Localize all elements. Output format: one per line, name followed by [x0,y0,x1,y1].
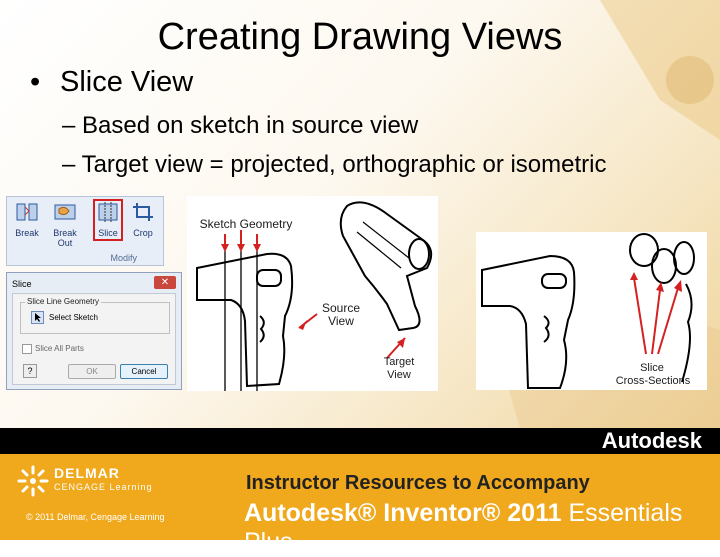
break-out-icon [53,201,77,223]
sub-bullet-1: – Based on sketch in source view [62,112,419,139]
select-arrow-icon[interactable] [31,311,44,324]
sketch-geometry-label: Sketch Geometry [199,217,293,231]
product-title [244,499,720,557]
break-out-button[interactable] [45,201,85,248]
publisher-sub: CENGAGE Learning [54,482,153,492]
target-view-label: Target View [383,356,415,381]
autodesk-brand: Autodesk [601,428,702,453]
slice-dialog [6,272,182,390]
bullet-text: Slice View [60,66,194,98]
break-out-label: Break Out [53,228,77,248]
cross-sections-label: Cross-Sections [615,375,691,387]
source-target-drawing [187,196,438,391]
ok-button[interactable]: OK [68,364,116,379]
dialog-title: Slice [12,279,32,289]
crop-icon [131,201,155,223]
slice-all-parts-checkbox[interactable] [22,344,84,354]
checkbox-label: Slice All Parts [35,344,84,354]
slice-button[interactable] [93,199,123,241]
source-view-label: Source View [321,301,361,328]
bullet-symbol: • [30,66,41,98]
copyright-text: © 2011 Delmar, Cengage Learning [26,512,165,522]
crop-label: Crop [133,228,153,238]
group-label: Slice Line Geometry [27,297,100,306]
slice-line-geometry-group [20,297,170,334]
footer-banner [0,428,720,556]
slice-icon [96,201,120,223]
break-label: Break [15,228,39,238]
select-sketch-label: Select Sketch [49,313,98,322]
product-main: Autodesk® Inventor® 2011 [244,499,562,527]
slice-label: Slice [98,228,118,238]
close-button[interactable]: ✕ [154,276,176,289]
dialog-body [12,293,176,385]
cancel-button[interactable]: Cancel [120,364,168,379]
crop-button[interactable] [127,201,159,238]
footer-headline: Instructor Resources to Accompany [246,472,590,494]
slice-cross-section-drawing [476,232,707,390]
product-edition: Essentials Plus [244,499,683,556]
slide-title: Creating Drawing Views [157,16,563,58]
publisher-name: DELMAR [54,465,120,481]
help-icon[interactable]: ? [23,364,37,378]
break-icon [15,201,39,223]
delmar-logo-icon [16,464,50,498]
ribbon-group-label: Modify [110,253,137,263]
break-button[interactable] [11,201,43,238]
select-sketch-control[interactable] [31,313,98,322]
bullet-slice-view [30,66,193,99]
sub-bullet-2: – Target view = projected, orthographic or isometric [62,151,607,178]
slice-label-text: Slice [640,362,664,374]
ribbon-modify-panel [6,196,164,266]
checkbox-box[interactable] [22,344,32,354]
